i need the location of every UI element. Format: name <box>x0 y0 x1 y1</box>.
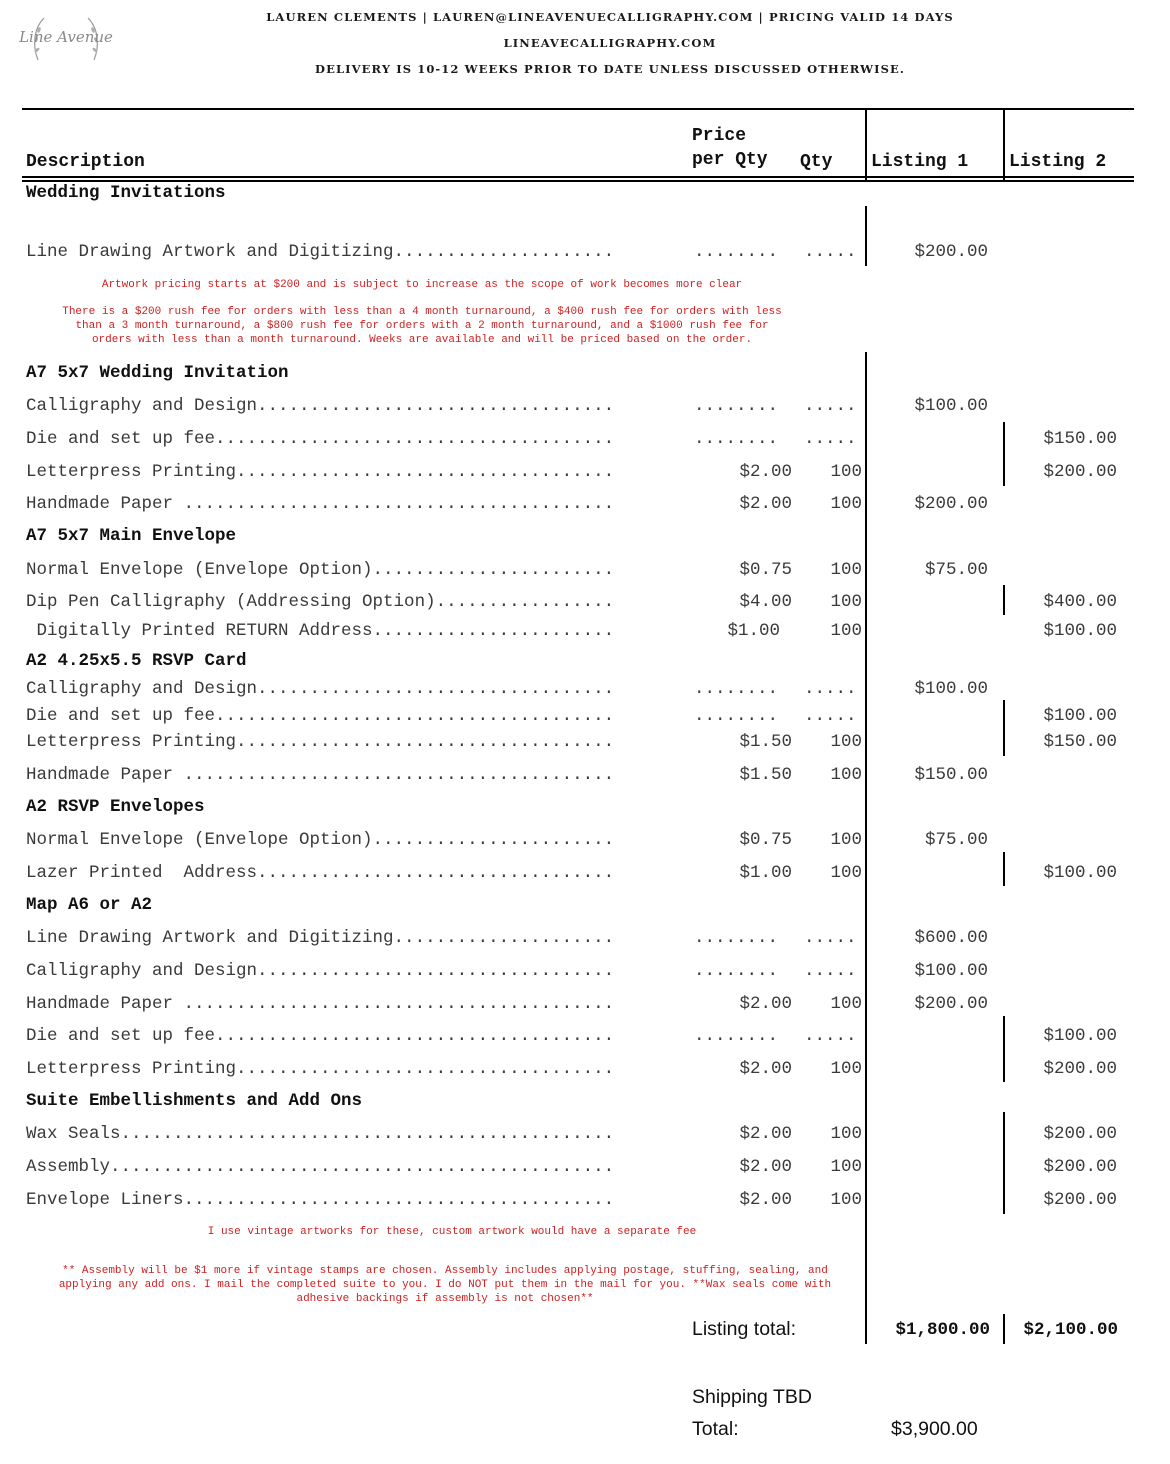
section-title: A2 4.25x5.5 RSVP Card <box>26 651 247 671</box>
item-price: $4.00 <box>739 592 792 612</box>
item-qty: 100 <box>830 1190 862 1210</box>
item-description: Assembly................................................ <box>26 1157 615 1177</box>
header-delivery: DELIVERY IS 10-12 WEEKS PRIOR TO DATE UNLESS DISCUSSED OTHERWISE. <box>315 62 905 76</box>
leader-dots: ........ <box>694 429 779 449</box>
line-item <box>0 396 1170 420</box>
line-item <box>0 1124 1170 1148</box>
total-label: Total: <box>692 1418 739 1440</box>
grand-total: $3,900.00 <box>891 1418 978 1440</box>
section-title: Map A6 or A2 <box>26 895 153 915</box>
leader-dots: ........ <box>694 961 779 981</box>
item-description: Die and set up fee...................................... <box>26 1026 615 1046</box>
listing1-amount: $75.00 <box>924 830 988 850</box>
section-title: A7 5x7 Wedding Invitation <box>26 363 289 383</box>
col-description: Description <box>26 152 145 172</box>
col-listing2: Listing 2 <box>1009 152 1107 172</box>
listing2-total: $2,100.00 <box>1023 1320 1118 1340</box>
leader-dots: ..... <box>804 706 857 726</box>
item-price: $2.00 <box>739 1190 792 1210</box>
listing2-amount: $200.00 <box>1043 1124 1117 1144</box>
line-item <box>0 765 1170 789</box>
line-item <box>0 462 1170 486</box>
item-qty: 100 <box>830 560 862 580</box>
item-description: Line Drawing Artwork and Digitizing..................... <box>26 242 615 262</box>
item-qty: 100 <box>830 462 862 482</box>
listing1-amount: $200.00 <box>914 242 988 262</box>
item-price: $1.50 <box>739 765 792 785</box>
line-item <box>0 242 1170 266</box>
top-rule <box>22 108 1134 110</box>
item-description: Lazer Printed Address.................................. <box>26 863 615 883</box>
listing2-divider <box>1003 1314 1005 1344</box>
line-item <box>0 621 1170 645</box>
rush-fee-note: orders with less than a month turnaround. Weeks are available and will be priced based on the order. <box>91 334 753 346</box>
assembly-note: ** Assembly will be $1 more if vintage stamps are chosen. Assembly includes applying postage, stuffing, sealing, and <box>62 1265 828 1277</box>
item-qty: 100 <box>830 863 862 883</box>
listing2-amount: $150.00 <box>1043 429 1117 449</box>
item-qty: 100 <box>830 592 862 612</box>
col-divider-listing2 <box>1003 108 1005 180</box>
item-price: $2.00 <box>739 494 792 514</box>
line-item <box>0 1157 1170 1181</box>
item-price: $2.00 <box>739 1059 792 1079</box>
item-qty: 100 <box>830 830 862 850</box>
leader-dots: ..... <box>804 242 857 262</box>
listing1-amount: $600.00 <box>914 928 988 948</box>
line-item <box>0 706 1170 730</box>
line-item <box>0 863 1170 887</box>
item-description: Die and set up fee...................................... <box>26 429 615 449</box>
listing2-amount: $100.00 <box>1043 706 1117 726</box>
leader-dots: ..... <box>804 1026 857 1046</box>
item-qty: 100 <box>830 494 862 514</box>
rush-fee-note: than a 3 month turnaround, a $800 rush fee for orders with a 2 month turnaround, and a $1000 rush fee for <box>75 320 769 332</box>
assembly-note: applying any add ons. I mail the completed suite to you. I do NOT put them in the mail for you. **Wax seals come with <box>58 1279 832 1291</box>
line-item <box>0 429 1170 453</box>
shipping-label: Shipping TBD <box>692 1386 812 1408</box>
item-description: Wax Seals............................................... <box>26 1124 615 1144</box>
item-qty: 100 <box>830 1157 862 1177</box>
line-item <box>0 928 1170 952</box>
leader-dots: ........ <box>694 679 779 699</box>
section-title: Suite Embellishments and Add Ons <box>26 1091 363 1111</box>
listing2-amount: $200.00 <box>1043 462 1117 482</box>
section-title: Wedding Invitations <box>26 183 226 203</box>
header-rule-2 <box>22 180 1134 182</box>
artwork-note: Artwork pricing starts at $200 and is subject to increase as the scope of work becomes more clear <box>101 279 743 291</box>
leader-dots: ..... <box>804 961 857 981</box>
leader-dots: ........ <box>694 928 779 948</box>
item-qty: 100 <box>830 994 862 1014</box>
leader-dots: ..... <box>804 928 857 948</box>
line-item <box>0 830 1170 854</box>
listing2-amount: $100.00 <box>1043 1026 1117 1046</box>
item-description: Envelope Liners......................................... <box>26 1190 615 1210</box>
line-item <box>0 1059 1170 1083</box>
item-price: $2.00 <box>739 994 792 1014</box>
item-description: Letterpress Printing.................................... <box>26 462 615 482</box>
item-price: $0.75 <box>739 830 792 850</box>
listing2-amount: $100.00 <box>1043 621 1117 641</box>
logo <box>19 10 113 72</box>
item-price: $1.00 <box>739 863 792 883</box>
item-price: $2.00 <box>739 462 792 482</box>
item-description: Normal Envelope (Envelope Option)....................... <box>26 560 615 580</box>
leader-dots: ........ <box>694 706 779 726</box>
listing2-amount: $200.00 <box>1043 1059 1117 1079</box>
item-description: Handmade Paper ......................................... <box>26 494 615 514</box>
line-item <box>0 994 1170 1018</box>
listing2-amount: $150.00 <box>1043 732 1117 752</box>
listing1-amount: $100.00 <box>914 396 988 416</box>
col-listing1: Listing 1 <box>871 152 969 172</box>
leader-dots: ..... <box>804 429 857 449</box>
header-website: LINEAVECALLIGRAPHY.COM <box>503 36 717 50</box>
item-description: Letterpress Printing.................................... <box>26 732 615 752</box>
item-description: Line Drawing Artwork and Digitizing..................... <box>26 928 615 948</box>
item-description: Handmade Paper ......................................... <box>26 994 615 1014</box>
leader-dots: ..... <box>804 396 857 416</box>
item-description: Calligraphy and Design.................................. <box>26 679 615 699</box>
listing1-amount: $200.00 <box>914 994 988 1014</box>
item-qty: 100 <box>830 1059 862 1079</box>
listing1-amount: $200.00 <box>914 494 988 514</box>
line-item <box>0 732 1170 756</box>
line-item <box>0 560 1170 584</box>
vintage-note: I use vintage artworks for these, custom artwork would have a separate fee <box>207 1226 697 1238</box>
rush-fee-note: There is a $200 rush fee for orders with less than a 4 month turnaround, a $400 rush fee for orders with less <box>62 306 782 318</box>
item-description: Dip Pen Calligraphy (Addressing Option)................. <box>26 592 615 612</box>
item-qty: 100 <box>830 765 862 785</box>
line-item <box>0 592 1170 616</box>
leader-dots: ........ <box>694 242 779 262</box>
line-item <box>0 1190 1170 1214</box>
item-description: Normal Envelope (Envelope Option)....................... <box>26 830 615 850</box>
leader-dots: ........ <box>694 396 779 416</box>
col-divider-listing1 <box>865 108 867 180</box>
listing2-amount: $200.00 <box>1043 1157 1117 1177</box>
listing1-amount: $100.00 <box>914 679 988 699</box>
item-qty: 100 <box>830 732 862 752</box>
item-description: Letterpress Printing.................................... <box>26 1059 615 1079</box>
item-description: Digitally Printed RETURN Address....................... <box>26 621 615 641</box>
col-price-bottom: per Qty <box>692 150 768 170</box>
line-item <box>0 1026 1170 1050</box>
item-qty: 100 <box>830 1124 862 1144</box>
item-price: $1.50 <box>739 732 792 752</box>
listing1-amount: $100.00 <box>914 961 988 981</box>
logo-text: Line Avenue <box>19 28 113 46</box>
line-item <box>0 494 1170 518</box>
line-item <box>0 961 1170 985</box>
item-price: $2.00 <box>739 1157 792 1177</box>
listing1-amount: $75.00 <box>924 560 988 580</box>
listing2-amount: $200.00 <box>1043 1190 1117 1210</box>
item-description: Calligraphy and Design.................................. <box>26 396 615 416</box>
listing2-amount: $400.00 <box>1043 592 1117 612</box>
item-description: Die and set up fee...................................... <box>26 706 615 726</box>
item-price: $2.00 <box>739 1124 792 1144</box>
listing1-total: $1,800.00 <box>895 1320 990 1340</box>
listing2-amount: $100.00 <box>1043 863 1117 883</box>
item-qty: 100 <box>830 621 862 641</box>
header-contact: LAUREN CLEMENTS | LAUREN@LINEAVENUECALLIGRAPHY.COM | PRICING VALID 14 DAYS <box>266 10 954 24</box>
leader-dots: ........ <box>694 1026 779 1046</box>
listing1-amount: $150.00 <box>914 765 988 785</box>
col-qty: Qty <box>800 152 833 172</box>
item-price: $1.00 <box>727 621 780 641</box>
item-description: Calligraphy and Design.................................. <box>26 961 615 981</box>
section-title: A7 5x7 Main Envelope <box>26 526 237 546</box>
section-title: A2 RSVP Envelopes <box>26 797 205 817</box>
assembly-note: adhesive backings if assembly is not chosen** <box>296 1293 594 1305</box>
line-item <box>0 679 1170 703</box>
leader-dots: ..... <box>804 679 857 699</box>
header-rule-1 <box>22 176 1134 178</box>
item-price: $0.75 <box>739 560 792 580</box>
col-price-top: Price <box>692 126 747 146</box>
listing-total-label: Listing total: <box>692 1318 797 1340</box>
item-description: Handmade Paper ......................................... <box>26 765 615 785</box>
